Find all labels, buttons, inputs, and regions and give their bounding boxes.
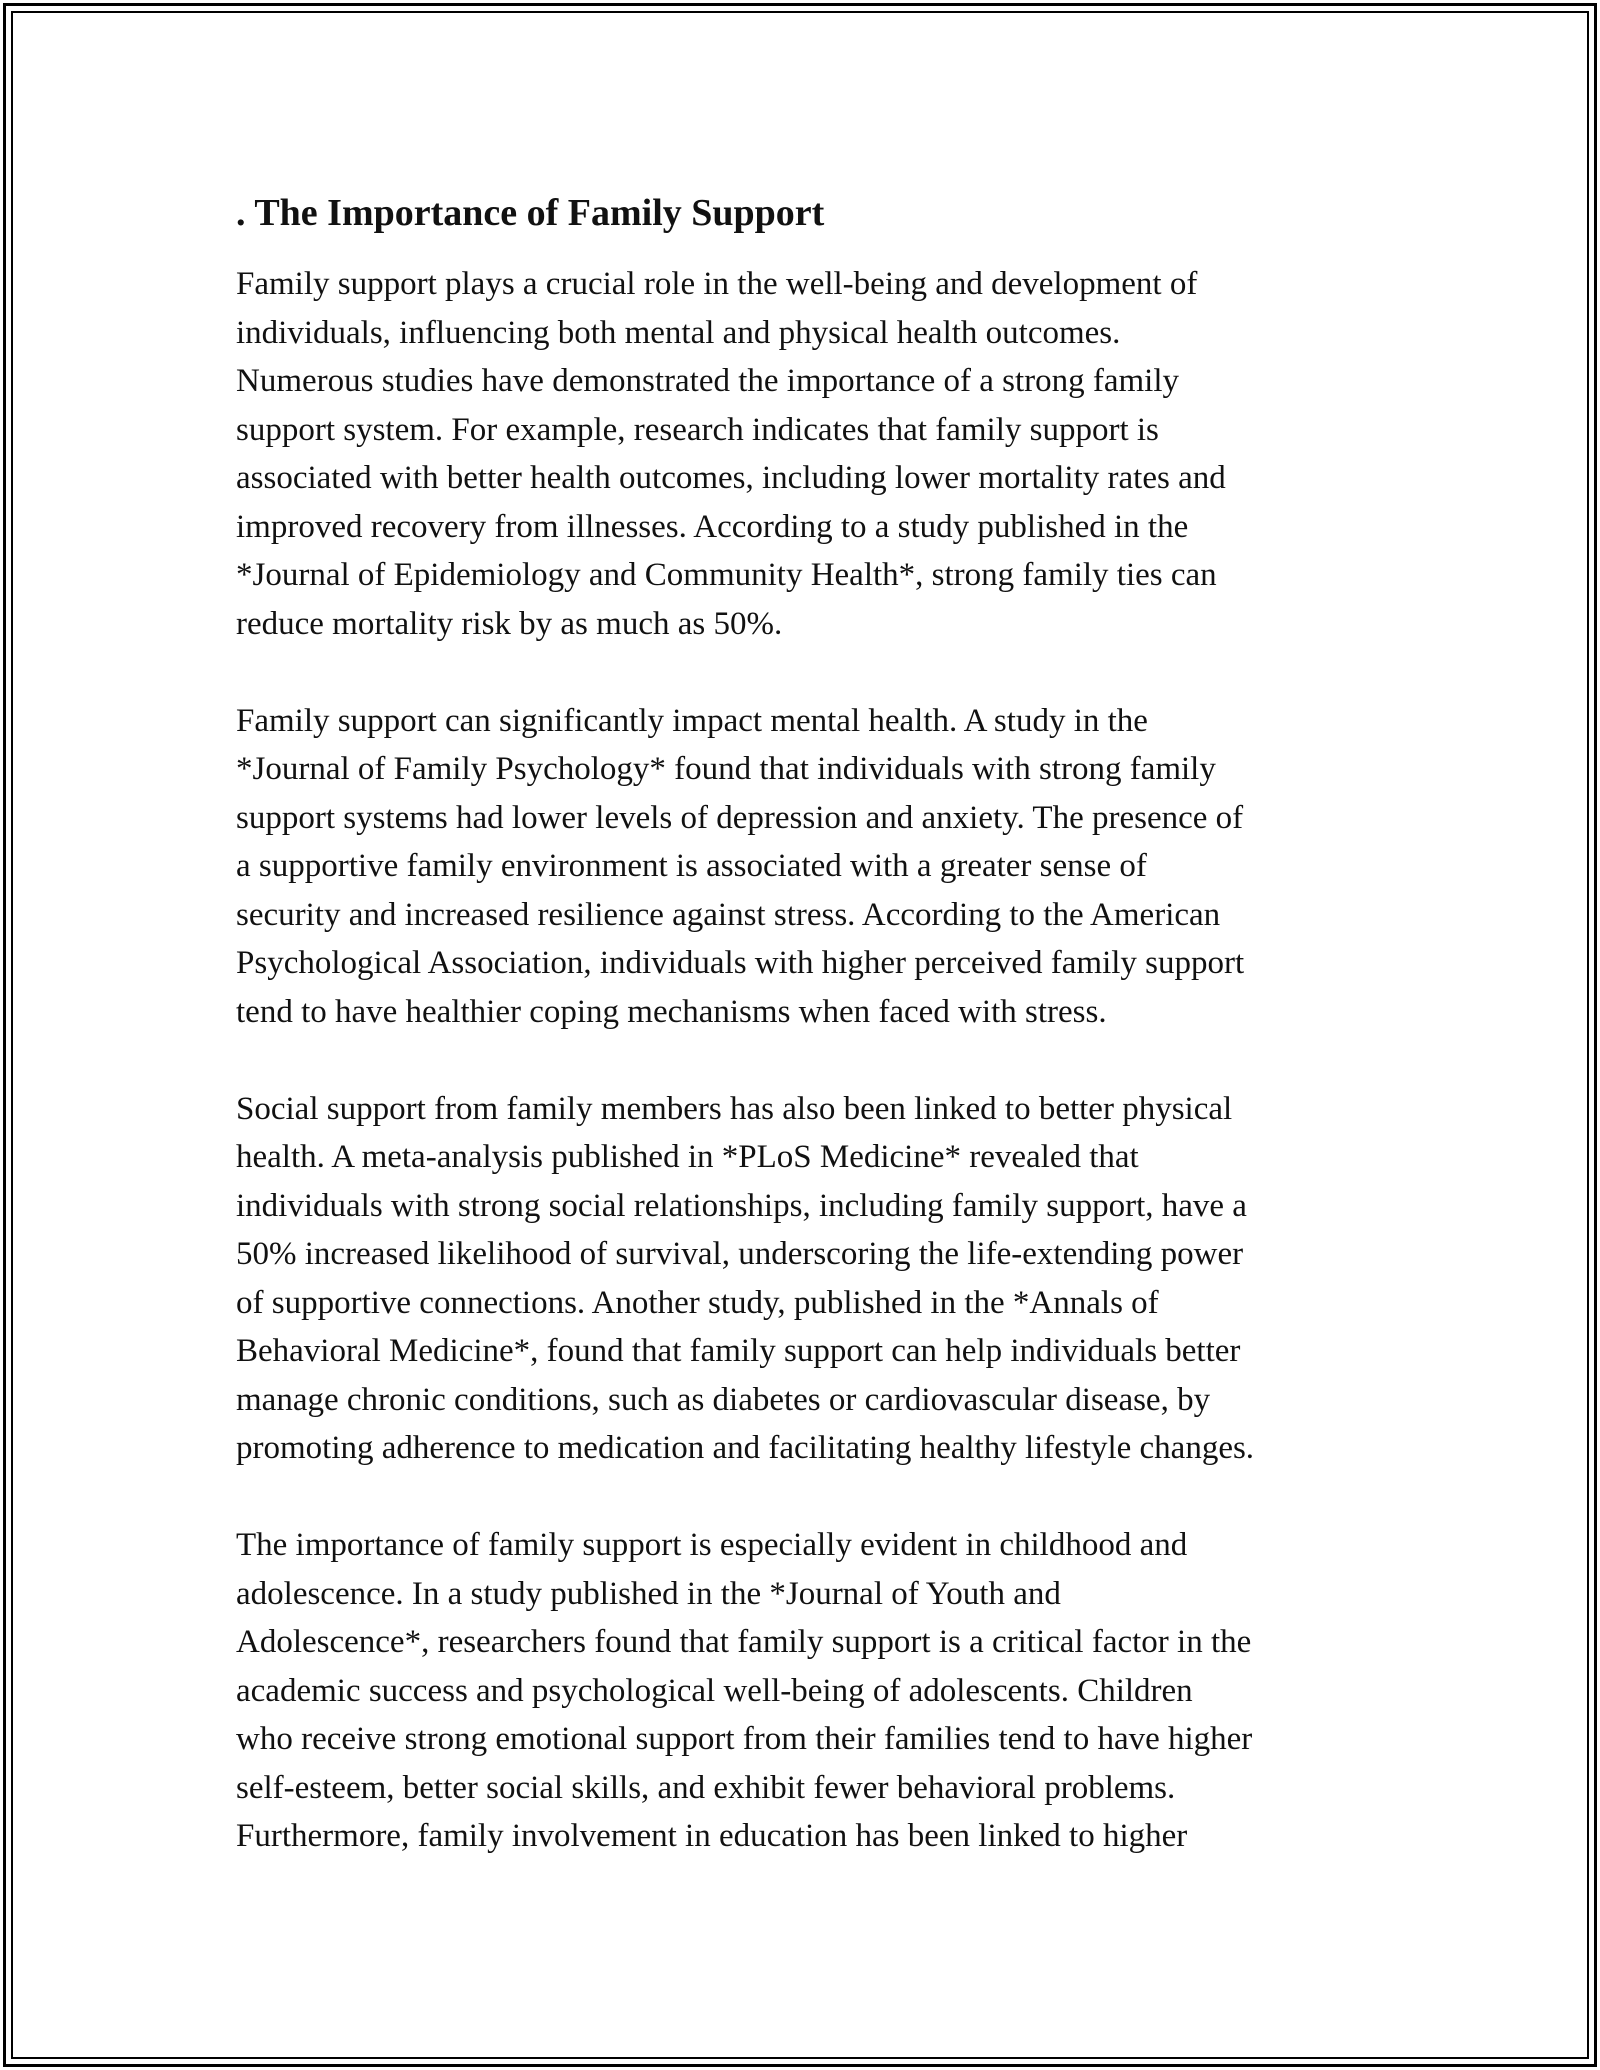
paragraph-3 — [236, 1085, 1386, 1473]
paragraph-2 — [236, 697, 1386, 1037]
text-line: tend to have healthier coping mechanisms when faced with stress. — [236, 993, 1107, 1030]
text-line: academic success and psychological well-being of adolescents. Children — [236, 1672, 1193, 1709]
text-line: of supportive connections. Another study, published in the *Annals of — [236, 1284, 1159, 1321]
text-line: security and increased resilience against stress. According to the American — [236, 896, 1221, 933]
text-line: promoting adherence to medication and facilitating healthy lifestyle changes. — [236, 1430, 1255, 1466]
document-body — [236, 186, 1386, 1909]
text-line: reduce mortality risk by as much as 50%. — [236, 605, 783, 642]
text-line: self-esteem, better social skills, and exhibit fewer behavioral problems. — [236, 1769, 1176, 1806]
text-line: manage chronic conditions, such as diabetes or cardiovascular disease, by — [236, 1381, 1211, 1418]
text-line: a supportive family environment is associated with a greater sense of — [236, 848, 1147, 884]
text-line: individuals, influencing both mental and physical health outcomes. — [236, 314, 1121, 351]
paragraph-4 — [236, 1521, 1386, 1861]
section-heading: . The Importance of Family Support — [236, 192, 825, 234]
text-line: Adolescence*, researchers found that family support is a critical factor in the — [236, 1624, 1252, 1660]
text-line: improved recovery from illnesses. According to a study published in the — [236, 508, 1189, 545]
text-line: support systems had lower levels of depression and anxiety. The presence of — [236, 799, 1244, 836]
text-line: 50% increased likelihood of survival, underscoring the life-extending power — [236, 1236, 1244, 1272]
text-line: Family support can significantly impact mental health. A study in the — [236, 702, 1148, 739]
text-line: Psychological Association, individuals with higher perceived family support — [236, 945, 1245, 981]
paragraph-1 — [236, 260, 1386, 648]
text-line: individuals with strong social relationships, including family support, have a — [236, 1187, 1247, 1224]
text-line: adolescence. In a study published in the *Journal of Youth and — [236, 1575, 1061, 1612]
text-line: The importance of family support is especially evident in childhood and — [236, 1527, 1188, 1563]
text-line: associated with better health outcomes, including lower mortality rates and — [236, 460, 1226, 496]
text-line: health. A meta-analysis published in *PLoS Medicine* revealed that — [236, 1139, 1139, 1175]
text-line: Behavioral Medicine*, found that family support can help individuals better — [236, 1333, 1241, 1369]
text-line: support system. For example, research indicates that family support is — [236, 411, 1159, 448]
text-line: Social support from family members has also been linked to better physical — [236, 1090, 1233, 1127]
text-line: *Journal of Epidemiology and Community Health*, strong family ties can — [236, 557, 1217, 593]
text-line: *Journal of Family Psychology* found that individuals with strong family — [236, 751, 1216, 787]
text-line: Numerous studies have demonstrated the importance of a strong family — [236, 363, 1179, 399]
text-line: who receive strong emotional support from their families tend to have higher — [236, 1721, 1253, 1757]
text-line: Family support plays a crucial role in the well-being and development of — [236, 266, 1198, 302]
text-line: Furthermore, family involvement in education has been linked to higher — [236, 1818, 1188, 1854]
